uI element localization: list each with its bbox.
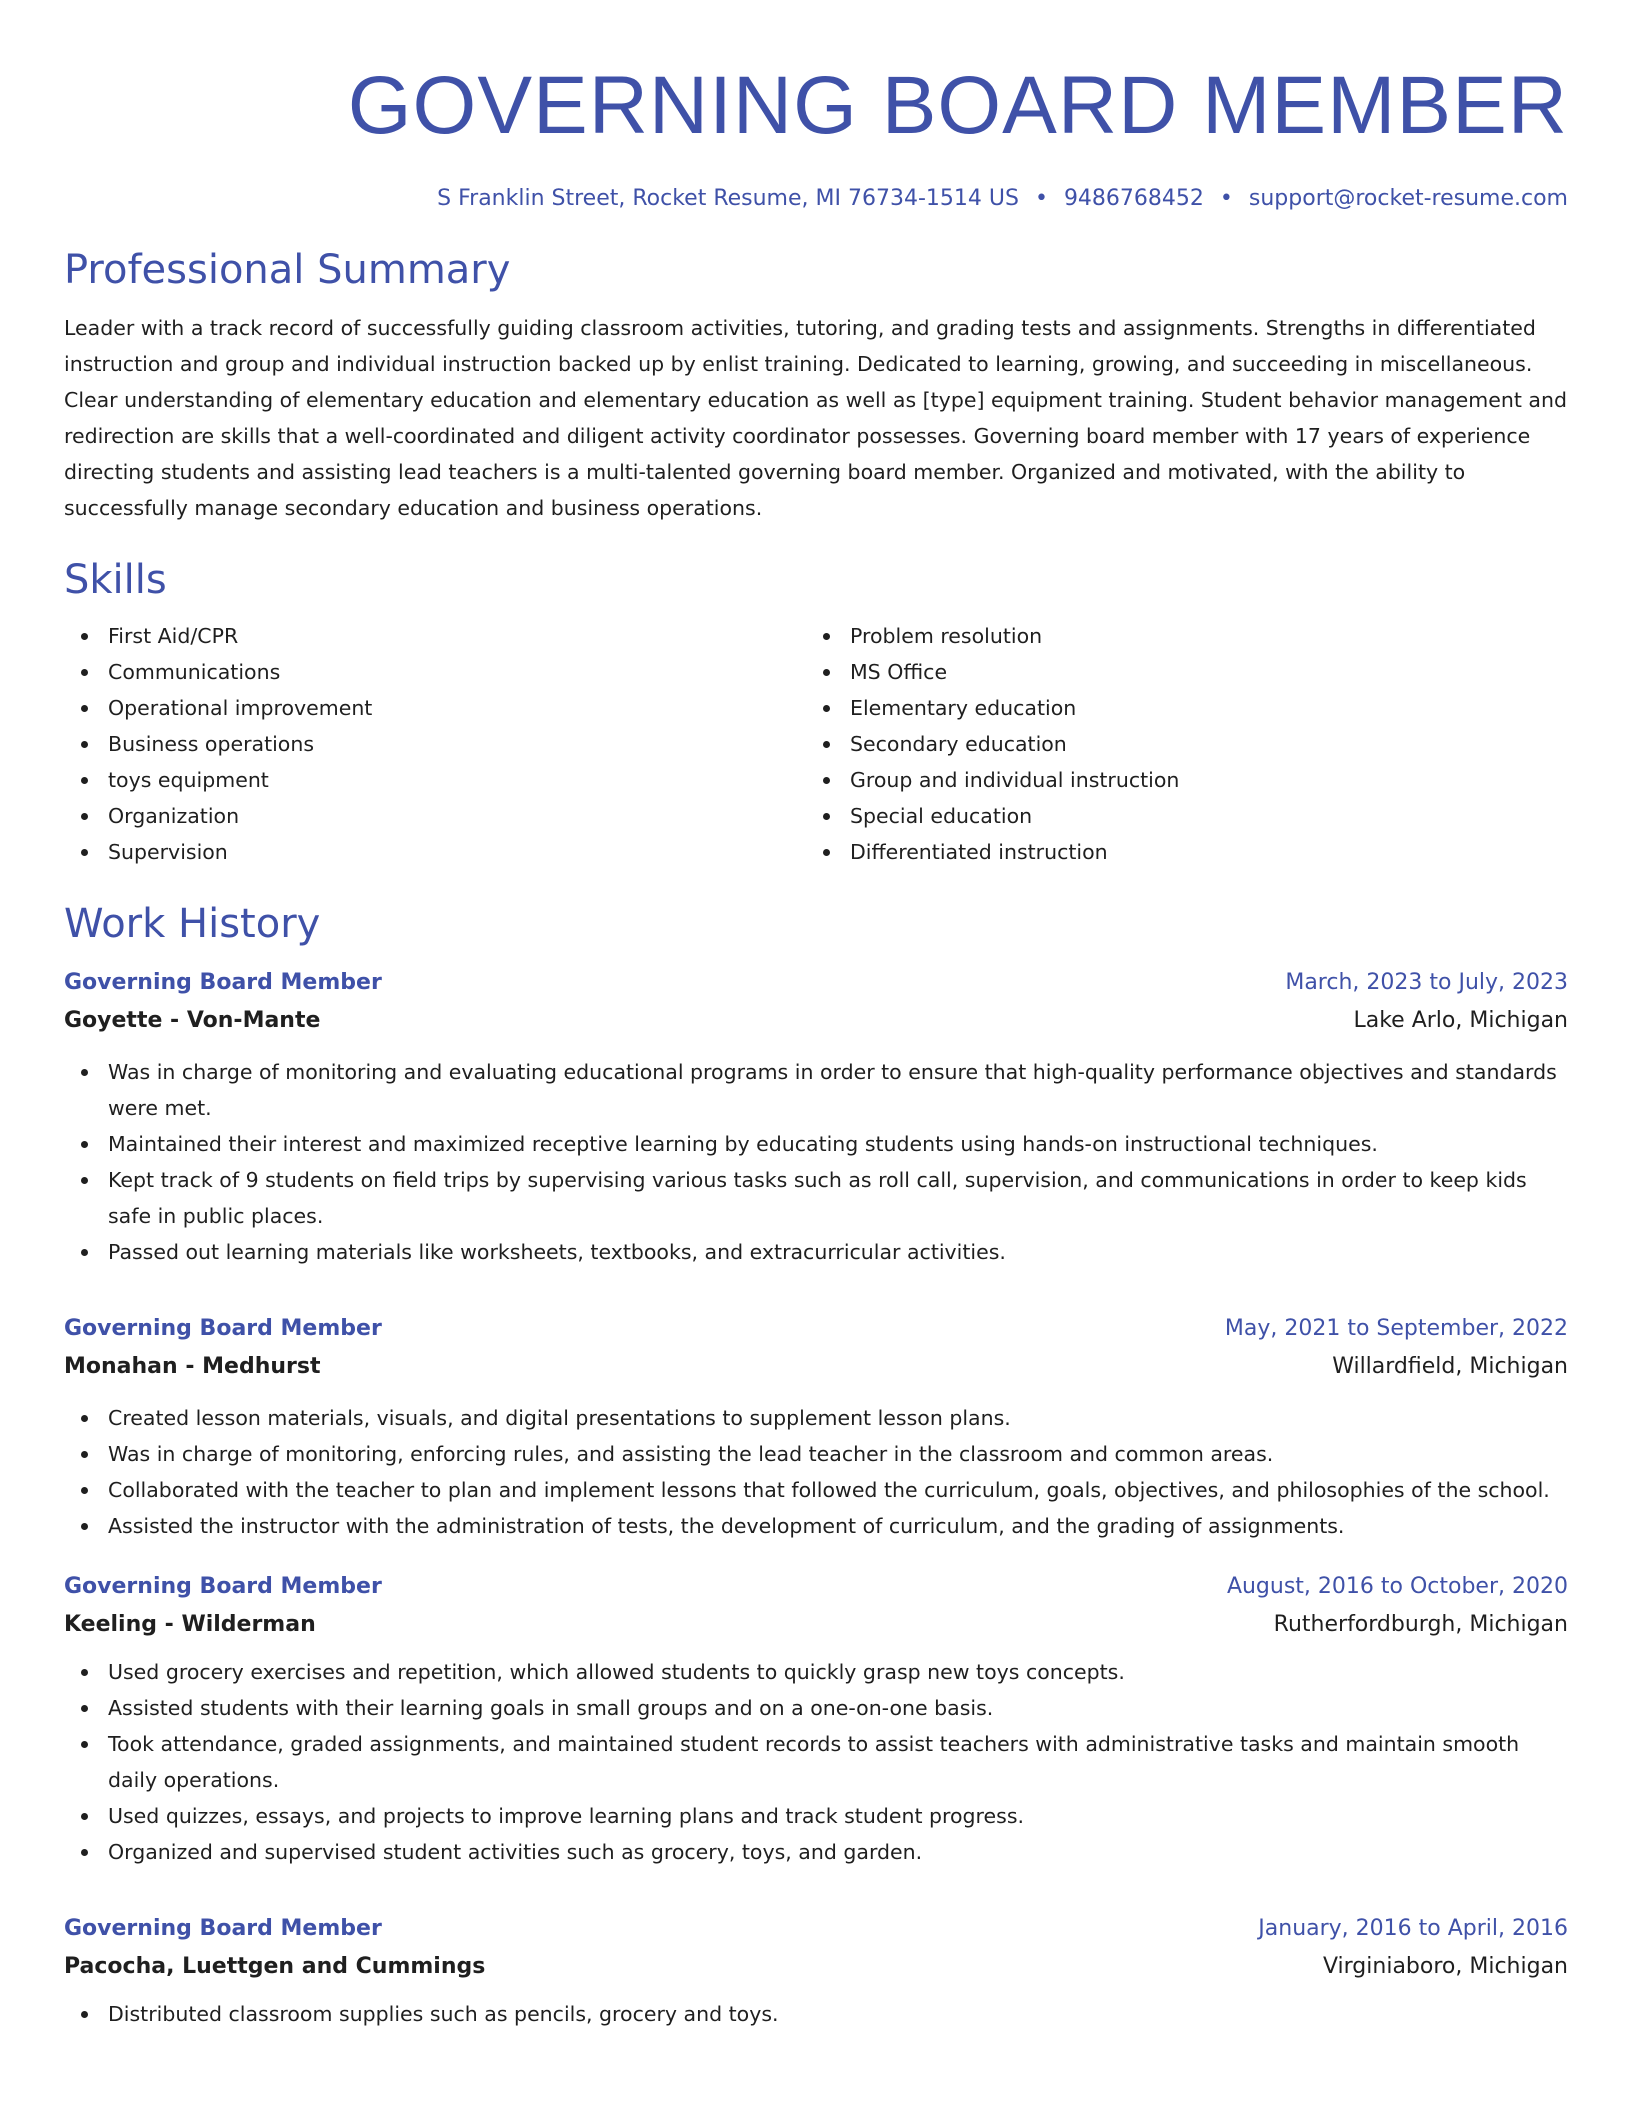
summary-heading: Professional Summary	[64, 247, 511, 293]
skill-item: Elementary education	[806, 690, 1548, 726]
job-bullet: Used grocery exercises and repetition, which allowed students to quickly grasp new toys concepts.	[64, 1654, 1568, 1690]
candidate-name: GOVERNING BOARD MEMBER	[347, 60, 1568, 151]
summary-text: Leader with a track record of successfully guiding classroom activities, tutoring, and grading tests and assignments. Strengths in differentiated instruction and group and individual instruction backed up by enlist training. Dedicated to learning, growing, and succeeding in miscellaneous. Clear understanding of elementary education and elementary education as well as [type] equipment training. Student behavior management and redirection are skills that a well-coordinated and diligent activity coordinator possesses. Governing board member with 17 years of experience directing students and assisting lead teachers is a multi-talented governing board member. Organized and motivated, with the ability to successfully manage secondary education and business operations.	[64, 316, 1567, 520]
job-company: Pacocha, Luettgen and Cummings	[64, 1954, 486, 1979]
job-bullet: Distributed classroom supplies such as pencils, grocery and toys.	[64, 1996, 1568, 2032]
contact-phone: 9486768452	[1063, 186, 1204, 211]
skill-item: Operational improvement	[64, 690, 806, 726]
skills-heading: Skills	[64, 557, 167, 603]
skill-item: First Aid/CPR	[64, 618, 806, 654]
job-bullets	[64, 1054, 1568, 1270]
job-bullet: Took attendance, graded assignments, and maintained student records to assist teachers with administrative tasks and maintain smooth daily operations.	[64, 1726, 1568, 1798]
job-bullet: Used quizzes, essays, and projects to improve learning plans and track student progress.	[64, 1798, 1568, 1834]
skill-item: Business operations	[64, 726, 806, 762]
job-location: Lake Arlo, Michigan	[1353, 1008, 1568, 1033]
job-subheader	[64, 1948, 1568, 1986]
job-title: Governing Board Member	[64, 1316, 382, 1341]
job-bullet: Was in charge of monitoring, enforcing rules, and assisting the lead teacher in the classroom and common areas.	[64, 1436, 1568, 1472]
skill-item: Organization	[64, 798, 806, 834]
job-bullet: Kept track of 9 students on field trips by supervising various tasks such as roll call, supervision, and communications in order to keep kids safe in public places.	[64, 1162, 1568, 1234]
work-history-heading: Work History	[64, 901, 321, 947]
job-header	[64, 1310, 1568, 1348]
job-bullet: Created lesson materials, visuals, and digital presentations to supplement lesson plans.	[64, 1400, 1568, 1436]
job-entry	[64, 1568, 1568, 1870]
skill-item: toys equipment	[64, 762, 806, 798]
skill-item: Communications	[64, 654, 806, 690]
skills-list	[64, 618, 1568, 870]
skills-column-right	[806, 618, 1548, 870]
job-entry	[64, 964, 1568, 1270]
skill-item: Group and individual instruction	[806, 762, 1548, 798]
job-bullet: Maintained their interest and maximized receptive learning by educating students using hands-on instructional techniques.	[64, 1126, 1568, 1162]
skill-item: Problem resolution	[806, 618, 1548, 654]
job-dates: May, 2021 to September, 2022	[1224, 1316, 1568, 1341]
job-bullet: Assisted students with their learning goals in small groups and on a one-on-one basis.	[64, 1690, 1568, 1726]
job-bullets	[64, 1654, 1568, 1870]
job-title: Governing Board Member	[64, 1916, 382, 1941]
skill-item: MS Office	[806, 654, 1548, 690]
job-subheader	[64, 1002, 1568, 1040]
job-subheader	[64, 1606, 1568, 1644]
skill-item: Special education	[806, 798, 1548, 834]
contact-separator: •	[1034, 186, 1048, 211]
job-bullet: Organized and supervised student activities such as grocery, toys, and garden.	[64, 1834, 1568, 1870]
skills-column-left	[64, 618, 806, 870]
job-bullet: Collaborated with the teacher to plan and implement lessons that followed the curriculum, goals, objectives, and philosophies of the school.	[64, 1472, 1568, 1508]
job-company: Monahan - Medhurst	[64, 1354, 321, 1379]
job-title: Governing Board Member	[64, 970, 382, 995]
contact-separator: •	[1219, 186, 1233, 211]
job-entry	[64, 1910, 1568, 2032]
job-company: Goyette - Von-Mante	[64, 1008, 321, 1033]
job-header	[64, 964, 1568, 1002]
skill-item: Differentiated instruction	[806, 834, 1548, 870]
job-bullet: Passed out learning materials like worksheets, textbooks, and extracurricular activities.	[64, 1234, 1568, 1270]
job-dates: March, 2023 to July, 2023	[1285, 970, 1568, 995]
job-subheader	[64, 1348, 1568, 1386]
job-bullet: Was in charge of monitoring and evaluating educational programs in order to ensure that high-quality performance objectives and standards were met.	[64, 1054, 1568, 1126]
job-bullets	[64, 1996, 1568, 2032]
job-bullets	[64, 1400, 1568, 1544]
job-dates: August, 2016 to October, 2020	[1226, 1574, 1568, 1599]
contact-email: support@rocket-resume.com	[1248, 186, 1568, 211]
job-location: Rutherfordburgh, Michigan	[1273, 1612, 1568, 1637]
job-title: Governing Board Member	[64, 1574, 382, 1599]
job-location: Virginiaboro, Michigan	[1322, 1954, 1568, 1979]
job-bullet: Assisted the instructor with the administration of tests, the development of curriculum, and the grading of assignments.	[64, 1508, 1568, 1544]
job-company: Keeling - Wilderman	[64, 1612, 316, 1637]
job-dates: January, 2016 to April, 2016	[1258, 1916, 1568, 1941]
job-header	[64, 1568, 1568, 1606]
job-header	[64, 1910, 1568, 1948]
skill-item: Secondary education	[806, 726, 1548, 762]
skill-item: Supervision	[64, 834, 806, 870]
job-location: Willardfield, Michigan	[1332, 1354, 1568, 1379]
contact-line	[64, 184, 1568, 214]
contact-address: S Franklin Street, Rocket Resume, MI 76734-1514 US	[437, 186, 1019, 211]
job-entry	[64, 1310, 1568, 1544]
